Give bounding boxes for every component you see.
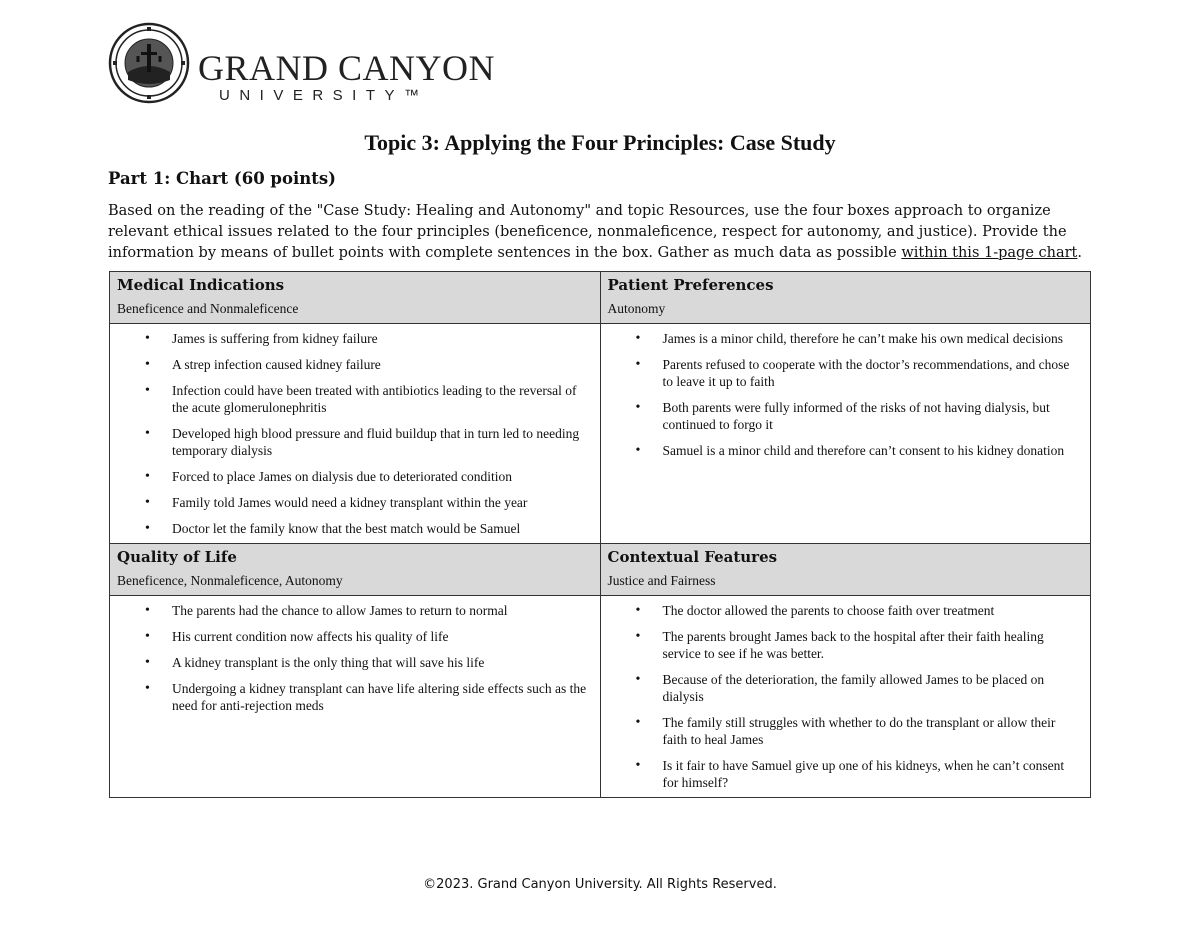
bullet-item: • Family told James would need a kidney transplant within the year bbox=[172, 494, 590, 511]
bullet-item: • The parents brought James back to the hospital after their faith healing service to see if he was better. bbox=[663, 628, 1081, 662]
quadrant-subtitle: Autonomy bbox=[607, 301, 666, 316]
bullet-item: • Forced to place James on dialysis due to deteriorated condition bbox=[172, 468, 590, 485]
quadrant-header-medical-indications bbox=[110, 272, 601, 324]
bullet-item: • Both parents were fully informed of the risks of not having dialysis, but continued to forgo it bbox=[663, 399, 1081, 433]
quadrant-title: Quality of Life bbox=[117, 548, 237, 566]
bullet-list bbox=[110, 324, 600, 543]
bullet-item: • Parents refused to cooperate with the doctor’s recommendations, and chose to leave it up to faith bbox=[663, 356, 1081, 390]
intro-paragraph bbox=[108, 201, 1093, 264]
quadrant-body-quality-of-life bbox=[110, 596, 601, 798]
bullet-list bbox=[601, 596, 1091, 797]
four-box-chart bbox=[109, 271, 1091, 798]
bullet-item: • James is suffering from kidney failure bbox=[172, 330, 590, 347]
bullet-item: • The parents had the chance to allow James to return to normal bbox=[172, 602, 590, 619]
bullet-item: • Undergoing a kidney transplant can have life altering side effects such as the need for anti-rejection meds bbox=[172, 680, 590, 714]
bullet-item: • A kidney transplant is the only thing that will save his life bbox=[172, 654, 590, 671]
bullet-item: • Infection could have been treated with antibiotics leading to the reversal of the acute glomerulonephritis bbox=[172, 382, 590, 416]
part-heading: Part 1: Chart (60 points) bbox=[108, 169, 336, 188]
bullet-item: • A strep infection caused kidney failure bbox=[172, 356, 590, 373]
bullet-item: • Samuel is a minor child and therefore can’t consent to his kidney donation bbox=[663, 442, 1081, 459]
quadrant-header-quality-of-life bbox=[110, 544, 601, 596]
logo-subtitle: UNIVERSITY™ bbox=[219, 87, 429, 104]
bullet-item: • Developed high blood pressure and fluid buildup that in turn led to needing temporary dialysis bbox=[172, 425, 590, 459]
university-logo bbox=[108, 22, 496, 104]
intro-text: Based on the reading of the "Case Study: Healing and Autonomy" and topic Resources, use the four boxes approach to organize relevant ethical issues related to the four principles (beneficence, nonmaleficence, respect for autonomy, and justice). Provide the information by means of bullet points with complete sentences in the box. Gather as much data as possible bbox=[108, 203, 1067, 261]
quadrant-subtitle: Beneficence, Nonmaleficence, Autonomy bbox=[117, 573, 343, 588]
bullet-item: • Because of the deterioration, the family allowed James to be placed on dialysis bbox=[663, 671, 1081, 705]
bullet-item: • His current condition now affects his quality of life bbox=[172, 628, 590, 645]
bullet-item: • Is it fair to have Samuel give up one of his kidneys, when he can’t consent for himself? bbox=[663, 757, 1081, 791]
bullet-item: • Doctor let the family know that the best match would be Samuel bbox=[172, 520, 590, 537]
logo-wordmark bbox=[198, 50, 495, 104]
quadrant-title: Medical Indications bbox=[117, 276, 285, 294]
quadrant-body-patient-preferences bbox=[600, 324, 1091, 544]
quadrant-subtitle: Beneficence and Nonmaleficence bbox=[117, 301, 299, 316]
page-title: Topic 3: Applying the Four Principles: Case Study bbox=[364, 130, 836, 155]
quadrant-body-medical-indications bbox=[110, 324, 601, 544]
university-seal-icon bbox=[108, 22, 190, 104]
logo-name: GRAND CANYON bbox=[198, 48, 496, 88]
quadrant-title: Contextual Features bbox=[607, 548, 778, 566]
quadrant-title: Patient Preferences bbox=[607, 276, 774, 294]
bullet-list bbox=[601, 324, 1091, 465]
quadrant-body-contextual-features bbox=[600, 596, 1091, 798]
bullet-list bbox=[110, 596, 600, 720]
bullet-item: • The family still struggles with whether to do the transplant or allow their faith to heal James bbox=[663, 714, 1081, 748]
copyright-footer: ©2023. Grand Canyon University. All Rights Reserved. bbox=[423, 877, 777, 892]
bullet-item: • The doctor allowed the parents to choose faith over treatment bbox=[663, 602, 1081, 619]
intro-end: . bbox=[1077, 245, 1082, 261]
bullet-item: • James is a minor child, therefore he can’t make his own medical decisions bbox=[663, 330, 1081, 347]
quadrant-header-patient-preferences bbox=[600, 272, 1091, 324]
quadrant-header-contextual-features bbox=[600, 544, 1091, 596]
quadrant-subtitle: Justice and Fairness bbox=[607, 573, 716, 588]
intro-underlined: within this 1-page chart bbox=[901, 245, 1078, 261]
